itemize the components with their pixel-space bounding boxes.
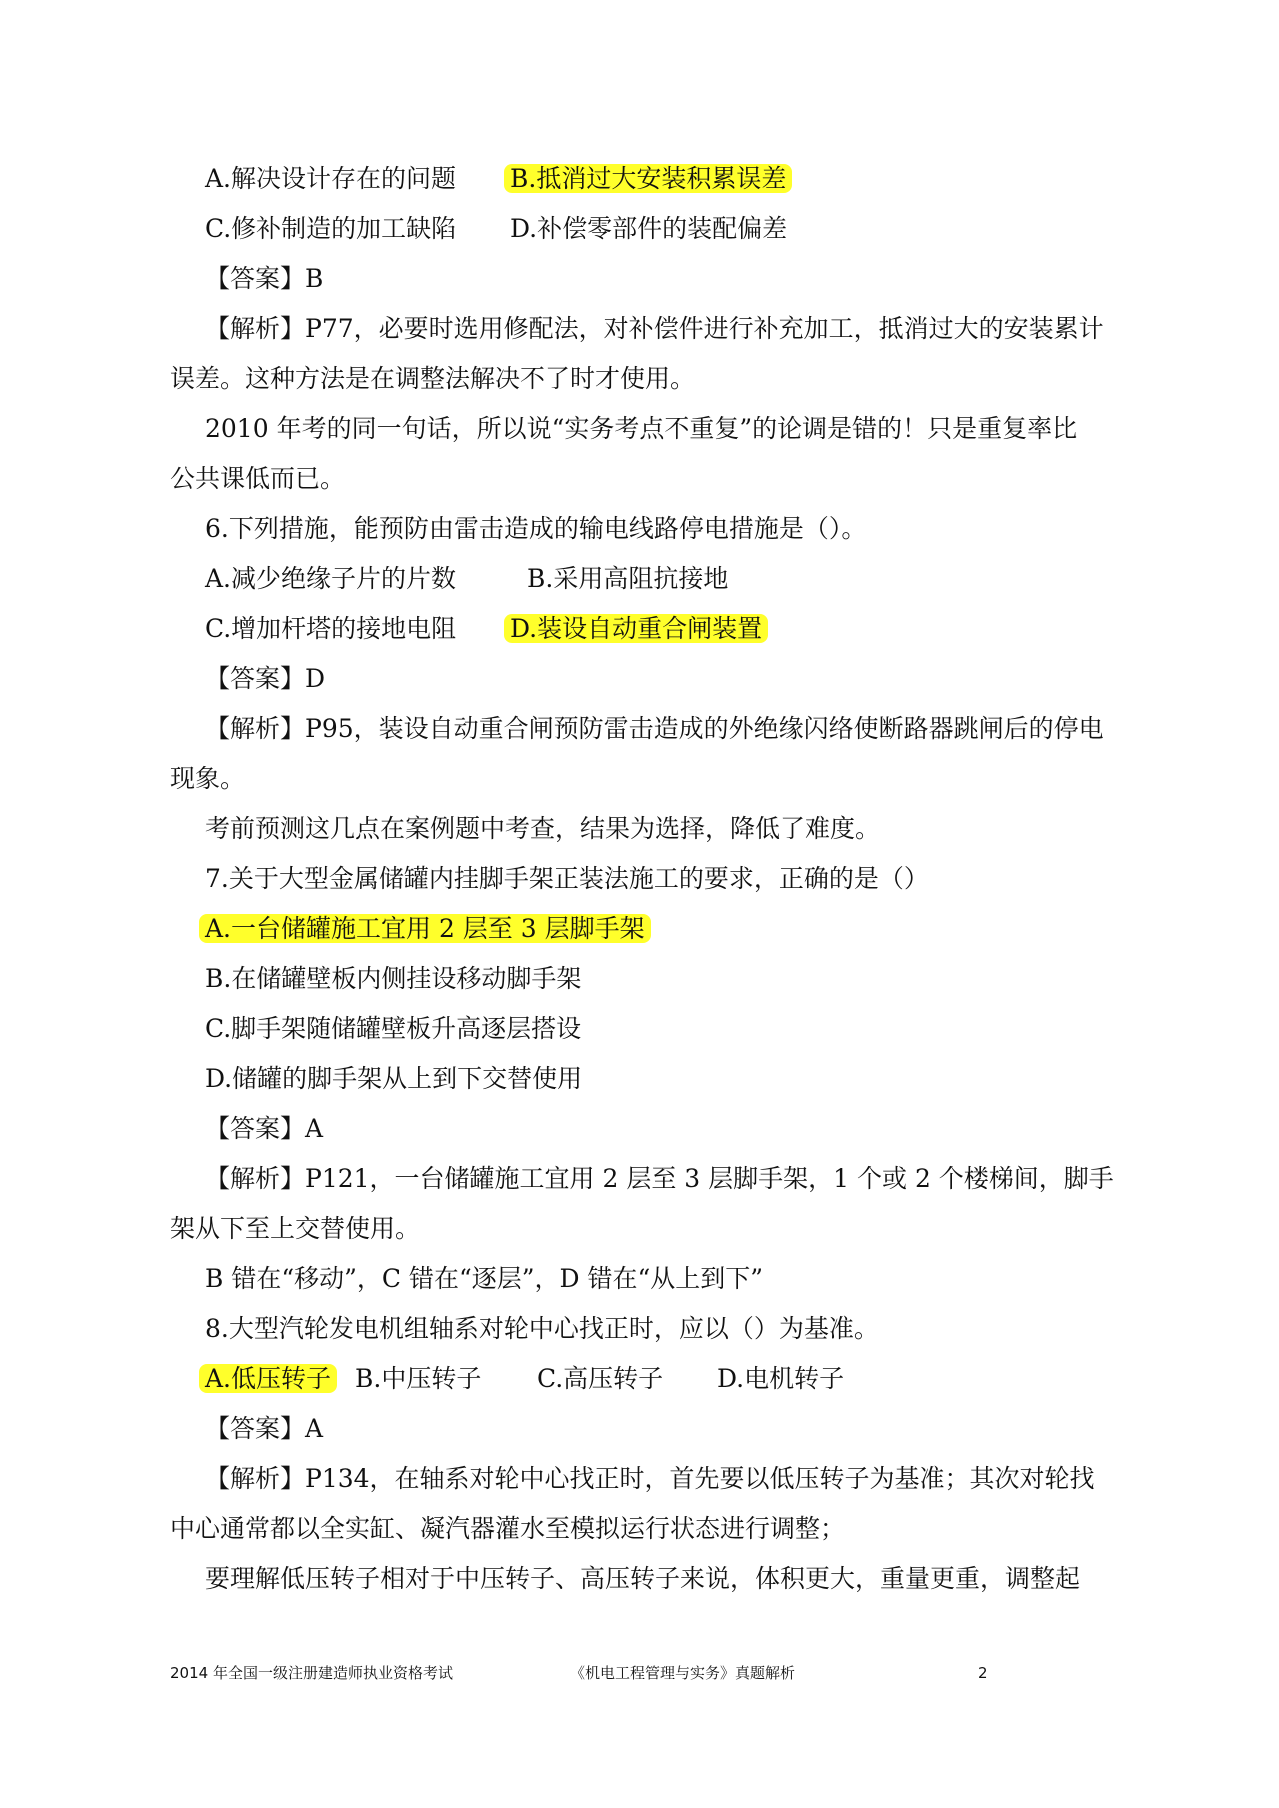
q5-note-line2: 公共课低而已。 [170, 464, 346, 493]
q7-note: B 错在“移动”，C 错在“逐层”，D 错在“从上到下” [205, 1264, 764, 1293]
footer-page-number: 2 [978, 1664, 988, 1682]
q6-note: 考前预测这几点在案例题中考查，结果为选择，降低了难度。 [205, 814, 881, 843]
q8-note: 要理解低压转子相对于中压转子、高压转子来说，体积更大，重量更重，调整起 [205, 1564, 1081, 1593]
q7-answer: 【答案】A [205, 1114, 324, 1143]
q5-note-line1: 2010 年考的同一句话，所以说“实务考点不重复”的论调是错的！只是重复率比 [205, 414, 1078, 443]
q8-analysis-line2: 中心通常都以全实缸、凝汽器灌水至模拟运行状态进行调整； [170, 1514, 846, 1543]
q6-analysis-line1: 【解析】P95，装设自动重合闸预防雷击造成的外绝缘闪络使断路器跳闸后的停电 [205, 714, 1104, 743]
q5-option-d: D.补偿零部件的装配偏差 [510, 214, 788, 243]
q6-option-c: C.增加杆塔的接地电阻 [205, 614, 457, 643]
q8-answer: 【答案】A [205, 1414, 324, 1443]
q8-analysis-line1: 【解析】P134，在轴系对轮中心找正时，首先要以低压转子为基准；其次对轮找 [205, 1464, 1095, 1493]
q6-option-b: B.采用高阻抗接地 [527, 564, 729, 593]
q5-analysis-line2: 误差。这种方法是在调整法解决不了时才使用。 [170, 364, 696, 393]
q6-analysis-line2: 现象。 [170, 764, 246, 793]
q8-option-d: D.电机转子 [717, 1364, 845, 1393]
q5-analysis-line1: 【解析】P77，必要时选用修配法，对补偿件进行补充加工，抵消过大的安装累计 [205, 314, 1104, 343]
q7-analysis-line2: 架从下至上交替使用。 [170, 1214, 421, 1243]
q5-option-a: A.解决设计存在的问题 [205, 164, 457, 193]
q7-option-d: D.储罐的脚手架从上到下交替使用 [205, 1064, 583, 1093]
q7-stem: 7.关于大型金属储罐内挂脚手架正装法施工的要求，正确的是（） [205, 864, 929, 893]
q5-answer: 【答案】B [205, 264, 324, 293]
q6-answer: 【答案】D [205, 664, 326, 693]
q8-option-b: B.中压转子 [355, 1364, 482, 1393]
q6-stem: 6.下列措施，能预防由雷击造成的输电线路停电措施是（）。 [205, 514, 867, 543]
footer-exam-title: 2014 年全国一级注册建造师执业资格考试 [170, 1664, 453, 1682]
q8-stem: 8.大型汽轮发电机组轴系对轮中心找正时，应以（）为基准。 [205, 1314, 879, 1343]
q8-option-a-correct: A.低压转子 [199, 1364, 337, 1393]
q7-option-b: B.在储罐壁板内侧挂设移动脚手架 [205, 964, 582, 993]
q6-option-d-correct: D.装设自动重合闸装置 [504, 614, 768, 643]
q5-option-c: C.修补制造的加工缺陷 [205, 214, 457, 243]
q7-option-c: C.脚手架随储罐壁板升高逐层搭设 [205, 1014, 582, 1043]
q8-option-c: C.高压转子 [537, 1364, 664, 1393]
q5-option-b-correct: B.抵消过大安装积累误差 [504, 164, 792, 193]
q7-analysis-line1: 【解析】P121，一台储罐施工宜用 2 层至 3 层脚手架，1 个或 2 个楼梯间，脚手 [205, 1164, 1114, 1193]
q6-option-a: A.减少绝缘子片的片数 [205, 564, 457, 593]
footer-subject: 《机电工程管理与实务》真题解析 [570, 1664, 796, 1682]
q7-option-a-correct: A.一台储罐施工宜用 2 层至 3 层脚手架 [199, 914, 651, 943]
